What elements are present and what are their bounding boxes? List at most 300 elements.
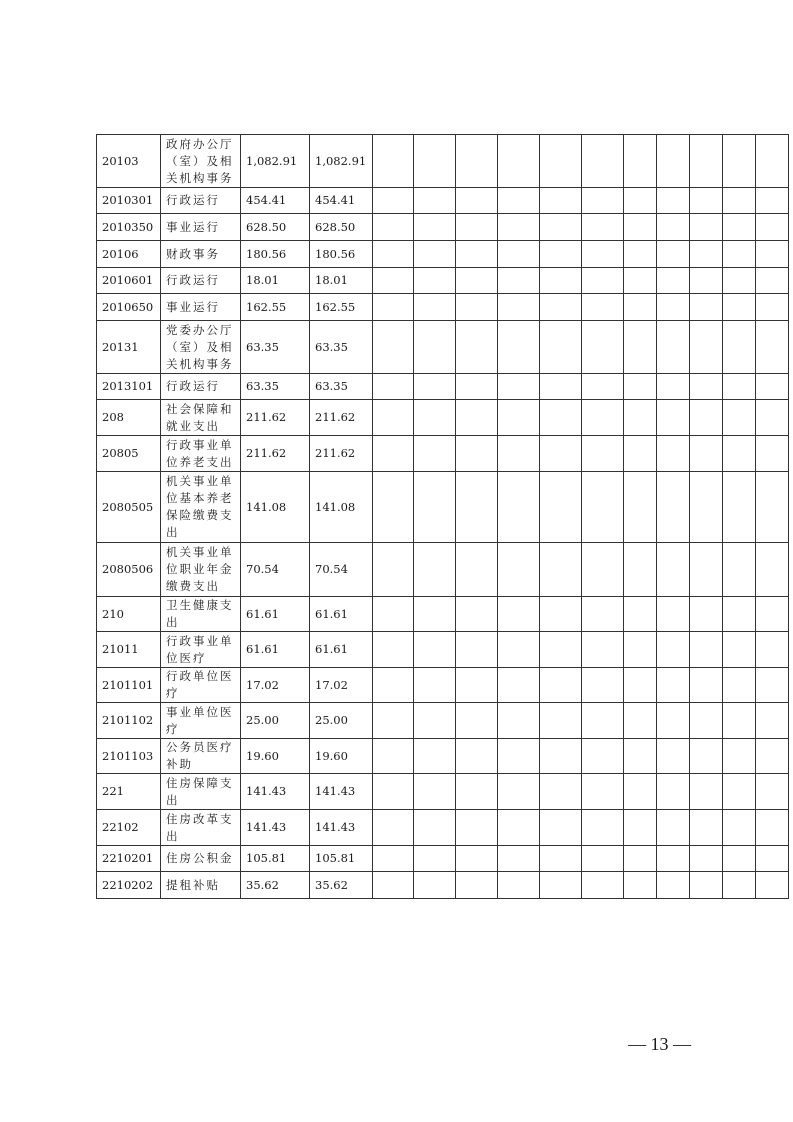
name-cell: 行政运行 <box>161 268 241 294</box>
empty-cell <box>657 810 690 846</box>
empty-cell <box>756 400 789 436</box>
basic-cell: 1,082.91 <box>310 135 373 188</box>
empty-cell <box>657 400 690 436</box>
empty-cell <box>756 597 789 632</box>
total-cell: 61.61 <box>241 632 310 668</box>
empty-cell <box>373 241 414 268</box>
empty-cell <box>498 632 540 668</box>
basic-cell: 105.81 <box>310 846 373 872</box>
empty-cell <box>657 294 690 321</box>
empty-cell <box>373 739 414 774</box>
name-cell: 事业运行 <box>161 214 241 241</box>
empty-cell <box>756 846 789 872</box>
empty-cell <box>624 597 657 632</box>
empty-cell <box>414 872 456 899</box>
empty-cell <box>498 668 540 703</box>
empty-cell <box>582 703 624 739</box>
empty-cell <box>540 703 582 739</box>
empty-cell <box>657 668 690 703</box>
empty-cell <box>723 188 756 214</box>
total-cell: 162.55 <box>241 294 310 321</box>
empty-cell <box>690 321 723 374</box>
empty-cell <box>498 321 540 374</box>
table-row <box>97 739 789 774</box>
basic-cell: 63.35 <box>310 321 373 374</box>
empty-cell <box>690 739 723 774</box>
empty-cell <box>414 214 456 241</box>
empty-cell <box>690 846 723 872</box>
empty-cell <box>723 241 756 268</box>
empty-cell <box>456 321 498 374</box>
basic-cell: 61.61 <box>310 597 373 632</box>
empty-cell <box>657 597 690 632</box>
empty-cell <box>498 400 540 436</box>
table-row <box>97 703 789 739</box>
empty-cell <box>756 774 789 810</box>
empty-cell <box>690 374 723 400</box>
code-cell: 20106 <box>97 241 161 268</box>
empty-cell <box>414 472 456 543</box>
empty-cell <box>657 214 690 241</box>
empty-cell <box>582 214 624 241</box>
table-row <box>97 543 789 597</box>
empty-cell <box>657 872 690 899</box>
code-cell: 2013101 <box>97 374 161 400</box>
empty-cell <box>414 294 456 321</box>
code-cell: 2101103 <box>97 739 161 774</box>
empty-cell <box>498 436 540 472</box>
empty-cell <box>624 321 657 374</box>
empty-cell <box>540 810 582 846</box>
empty-cell <box>657 436 690 472</box>
code-cell: 2010350 <box>97 214 161 241</box>
empty-cell <box>624 703 657 739</box>
total-cell: 211.62 <box>241 400 310 436</box>
table-body <box>97 135 789 899</box>
empty-cell <box>690 268 723 294</box>
total-cell: 211.62 <box>241 436 310 472</box>
name-cell: 事业运行 <box>161 294 241 321</box>
empty-cell <box>456 214 498 241</box>
code-cell: 21011 <box>97 632 161 668</box>
empty-cell <box>723 739 756 774</box>
empty-cell <box>657 774 690 810</box>
empty-cell <box>456 774 498 810</box>
empty-cell <box>456 294 498 321</box>
basic-cell: 211.62 <box>310 436 373 472</box>
empty-cell <box>373 543 414 597</box>
empty-cell <box>723 846 756 872</box>
empty-cell <box>540 214 582 241</box>
empty-cell <box>690 810 723 846</box>
empty-cell <box>582 472 624 543</box>
empty-cell <box>657 321 690 374</box>
empty-cell <box>540 472 582 543</box>
empty-cell <box>624 774 657 810</box>
empty-cell <box>540 268 582 294</box>
empty-cell <box>723 872 756 899</box>
empty-cell <box>456 436 498 472</box>
empty-cell <box>498 703 540 739</box>
empty-cell <box>582 597 624 632</box>
empty-cell <box>756 374 789 400</box>
empty-cell <box>373 597 414 632</box>
total-cell: 1,082.91 <box>241 135 310 188</box>
basic-cell: 211.62 <box>310 400 373 436</box>
empty-cell <box>456 739 498 774</box>
code-cell: 208 <box>97 400 161 436</box>
name-cell: 社会保障和就业支出 <box>161 400 241 436</box>
empty-cell <box>456 188 498 214</box>
empty-cell <box>540 294 582 321</box>
empty-cell <box>373 703 414 739</box>
empty-cell <box>756 632 789 668</box>
empty-cell <box>582 321 624 374</box>
empty-cell <box>624 135 657 188</box>
name-cell: 公务员医疗补助 <box>161 739 241 774</box>
empty-cell <box>456 268 498 294</box>
empty-cell <box>690 543 723 597</box>
total-cell: 70.54 <box>241 543 310 597</box>
code-cell: 22102 <box>97 810 161 846</box>
basic-cell: 19.60 <box>310 739 373 774</box>
empty-cell <box>582 374 624 400</box>
empty-cell <box>756 321 789 374</box>
total-cell: 35.62 <box>241 872 310 899</box>
empty-cell <box>624 668 657 703</box>
empty-cell <box>657 241 690 268</box>
empty-cell <box>657 188 690 214</box>
name-cell: 行政单位医疗 <box>161 668 241 703</box>
empty-cell <box>498 597 540 632</box>
table-row <box>97 135 789 188</box>
empty-cell <box>414 268 456 294</box>
empty-cell <box>657 268 690 294</box>
empty-cell <box>456 374 498 400</box>
name-cell: 住房保障支出 <box>161 774 241 810</box>
basic-cell: 63.35 <box>310 374 373 400</box>
empty-cell <box>498 472 540 543</box>
empty-cell <box>414 597 456 632</box>
empty-cell <box>456 597 498 632</box>
total-cell: 25.00 <box>241 703 310 739</box>
code-cell: 2210202 <box>97 872 161 899</box>
empty-cell <box>690 135 723 188</box>
empty-cell <box>373 214 414 241</box>
empty-cell <box>373 436 414 472</box>
code-cell: 20131 <box>97 321 161 374</box>
name-cell: 住房公积金 <box>161 846 241 872</box>
empty-cell <box>756 810 789 846</box>
name-cell: 财政事务 <box>161 241 241 268</box>
table-row <box>97 774 789 810</box>
total-cell: 105.81 <box>241 846 310 872</box>
empty-cell <box>373 294 414 321</box>
table-row <box>97 872 789 899</box>
empty-cell <box>657 374 690 400</box>
table-row <box>97 436 789 472</box>
name-cell: 机关事业单位职业年金缴费支出 <box>161 543 241 597</box>
total-cell: 63.35 <box>241 374 310 400</box>
empty-cell <box>582 810 624 846</box>
total-cell: 61.61 <box>241 597 310 632</box>
empty-cell <box>373 846 414 872</box>
code-cell: 2080506 <box>97 543 161 597</box>
name-cell: 行政事业单位养老支出 <box>161 436 241 472</box>
empty-cell <box>723 810 756 846</box>
empty-cell <box>723 436 756 472</box>
empty-cell <box>582 543 624 597</box>
table-row <box>97 374 789 400</box>
empty-cell <box>657 703 690 739</box>
empty-cell <box>498 543 540 597</box>
name-cell: 住房改革支出 <box>161 810 241 846</box>
name-cell: 行政运行 <box>161 374 241 400</box>
table-row <box>97 214 789 241</box>
empty-cell <box>540 400 582 436</box>
empty-cell <box>624 632 657 668</box>
code-cell: 2010301 <box>97 188 161 214</box>
code-cell: 2101102 <box>97 703 161 739</box>
empty-cell <box>690 214 723 241</box>
empty-cell <box>582 739 624 774</box>
name-cell: 机关事业单位基本养老保险缴费支出 <box>161 472 241 543</box>
empty-cell <box>540 872 582 899</box>
empty-cell <box>414 810 456 846</box>
code-cell: 210 <box>97 597 161 632</box>
empty-cell <box>723 321 756 374</box>
empty-cell <box>373 668 414 703</box>
empty-cell <box>624 188 657 214</box>
empty-cell <box>723 374 756 400</box>
empty-cell <box>723 543 756 597</box>
table-row <box>97 632 789 668</box>
empty-cell <box>498 214 540 241</box>
empty-cell <box>756 872 789 899</box>
name-cell: 行政运行 <box>161 188 241 214</box>
total-cell: 63.35 <box>241 321 310 374</box>
empty-cell <box>723 632 756 668</box>
empty-cell <box>723 214 756 241</box>
empty-cell <box>498 872 540 899</box>
empty-cell <box>657 135 690 188</box>
empty-cell <box>456 543 498 597</box>
empty-cell <box>756 294 789 321</box>
table-row <box>97 241 789 268</box>
empty-cell <box>690 872 723 899</box>
empty-cell <box>373 872 414 899</box>
name-cell: 党委办公厅（室）及相关机构事务 <box>161 321 241 374</box>
empty-cell <box>690 597 723 632</box>
empty-cell <box>456 135 498 188</box>
empty-cell <box>414 739 456 774</box>
empty-cell <box>723 268 756 294</box>
table-row <box>97 321 789 374</box>
empty-cell <box>690 241 723 268</box>
empty-cell <box>498 846 540 872</box>
code-cell: 2101101 <box>97 668 161 703</box>
total-cell: 141.43 <box>241 774 310 810</box>
name-cell: 卫生健康支出 <box>161 597 241 632</box>
empty-cell <box>756 214 789 241</box>
code-cell: 2010601 <box>97 268 161 294</box>
empty-cell <box>582 436 624 472</box>
empty-cell <box>456 472 498 543</box>
basic-cell: 141.43 <box>310 810 373 846</box>
empty-cell <box>582 632 624 668</box>
empty-cell <box>414 188 456 214</box>
code-cell: 2010650 <box>97 294 161 321</box>
empty-cell <box>456 703 498 739</box>
code-cell: 2210201 <box>97 846 161 872</box>
empty-cell <box>624 739 657 774</box>
empty-cell <box>723 597 756 632</box>
empty-cell <box>540 632 582 668</box>
empty-cell <box>498 241 540 268</box>
name-cell: 行政事业单位医疗 <box>161 632 241 668</box>
empty-cell <box>657 472 690 543</box>
empty-cell <box>690 472 723 543</box>
empty-cell <box>582 872 624 899</box>
empty-cell <box>582 268 624 294</box>
basic-cell: 454.41 <box>310 188 373 214</box>
empty-cell <box>373 374 414 400</box>
empty-cell <box>540 436 582 472</box>
name-cell: 事业单位医疗 <box>161 703 241 739</box>
empty-cell <box>756 188 789 214</box>
table-row <box>97 668 789 703</box>
code-cell: 20805 <box>97 436 161 472</box>
table-row <box>97 268 789 294</box>
empty-cell <box>723 668 756 703</box>
empty-cell <box>624 400 657 436</box>
empty-cell <box>414 668 456 703</box>
empty-cell <box>624 374 657 400</box>
name-cell: 提租补贴 <box>161 872 241 899</box>
empty-cell <box>540 135 582 188</box>
empty-cell <box>624 214 657 241</box>
empty-cell <box>456 668 498 703</box>
empty-cell <box>498 188 540 214</box>
empty-cell <box>582 241 624 268</box>
empty-cell <box>414 632 456 668</box>
empty-cell <box>498 135 540 188</box>
empty-cell <box>540 668 582 703</box>
empty-cell <box>456 400 498 436</box>
empty-cell <box>373 472 414 543</box>
empty-cell <box>690 774 723 810</box>
empty-cell <box>540 543 582 597</box>
empty-cell <box>624 472 657 543</box>
empty-cell <box>373 321 414 374</box>
empty-cell <box>624 436 657 472</box>
empty-cell <box>373 810 414 846</box>
empty-cell <box>657 739 690 774</box>
empty-cell <box>414 241 456 268</box>
basic-cell: 17.02 <box>310 668 373 703</box>
empty-cell <box>690 436 723 472</box>
total-cell: 141.43 <box>241 810 310 846</box>
empty-cell <box>540 241 582 268</box>
empty-cell <box>373 188 414 214</box>
empty-cell <box>582 188 624 214</box>
code-cell: 221 <box>97 774 161 810</box>
empty-cell <box>456 810 498 846</box>
empty-cell <box>540 321 582 374</box>
table-row <box>97 400 789 436</box>
empty-cell <box>582 774 624 810</box>
empty-cell <box>373 268 414 294</box>
basic-cell: 628.50 <box>310 214 373 241</box>
code-cell: 2080505 <box>97 472 161 543</box>
empty-cell <box>756 472 789 543</box>
empty-cell <box>723 294 756 321</box>
empty-cell <box>756 668 789 703</box>
empty-cell <box>414 400 456 436</box>
empty-cell <box>624 846 657 872</box>
table-row <box>97 846 789 872</box>
name-cell: 政府办公厅（室）及相关机构事务 <box>161 135 241 188</box>
empty-cell <box>690 703 723 739</box>
empty-cell <box>540 188 582 214</box>
empty-cell <box>756 739 789 774</box>
basic-cell: 180.56 <box>310 241 373 268</box>
empty-cell <box>756 135 789 188</box>
empty-cell <box>723 472 756 543</box>
empty-cell <box>657 846 690 872</box>
empty-cell <box>690 400 723 436</box>
empty-cell <box>723 400 756 436</box>
empty-cell <box>756 268 789 294</box>
empty-cell <box>498 774 540 810</box>
table-row <box>97 188 789 214</box>
total-cell: 628.50 <box>241 214 310 241</box>
table-row <box>97 294 789 321</box>
empty-cell <box>582 668 624 703</box>
empty-cell <box>624 810 657 846</box>
empty-cell <box>456 846 498 872</box>
basic-cell: 18.01 <box>310 268 373 294</box>
empty-cell <box>723 774 756 810</box>
empty-cell <box>414 846 456 872</box>
basic-cell: 25.00 <box>310 703 373 739</box>
page-number: — 13 — <box>628 1034 691 1054</box>
empty-cell <box>373 400 414 436</box>
empty-cell <box>723 703 756 739</box>
empty-cell <box>657 543 690 597</box>
empty-cell <box>414 321 456 374</box>
total-cell: 454.41 <box>241 188 310 214</box>
empty-cell <box>498 374 540 400</box>
empty-cell <box>582 400 624 436</box>
empty-cell <box>690 632 723 668</box>
basic-cell: 70.54 <box>310 543 373 597</box>
empty-cell <box>498 268 540 294</box>
empty-cell <box>624 241 657 268</box>
empty-cell <box>498 294 540 321</box>
basic-cell: 61.61 <box>310 632 373 668</box>
empty-cell <box>373 774 414 810</box>
empty-cell <box>690 294 723 321</box>
total-cell: 17.02 <box>241 668 310 703</box>
empty-cell <box>690 668 723 703</box>
empty-cell <box>456 241 498 268</box>
table-row <box>97 472 789 543</box>
empty-cell <box>756 241 789 268</box>
empty-cell <box>456 632 498 668</box>
empty-cell <box>414 374 456 400</box>
empty-cell <box>723 135 756 188</box>
